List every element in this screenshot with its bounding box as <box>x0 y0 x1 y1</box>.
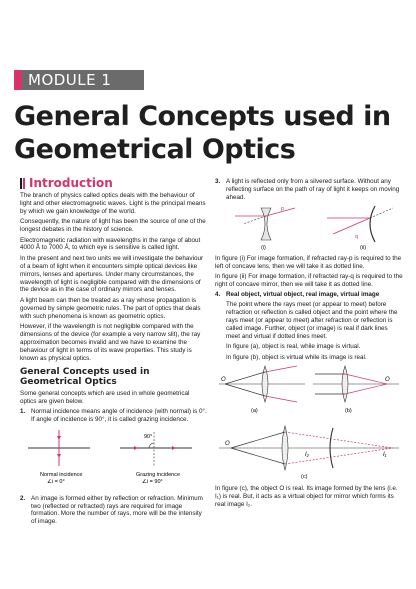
item-heading: Real object, virtual object, real image, virtual image <box>226 291 380 299</box>
intro-p2: Consequently, the nature of light has been the source of one of the longest debates in the history of science. <box>20 218 206 234</box>
item-number: 3. <box>215 178 221 185</box>
fig-b-label: (b) <box>345 408 352 414</box>
concepts-intro: Some general concepts which are used in whole geometrical optics are given below. <box>20 389 190 405</box>
concept-item-3 <box>215 178 403 202</box>
module-accent <box>14 70 22 90</box>
intro-p6: However, if the wavelength is not negligible compared with the dimensions of the device (for example a very narrow slit), the ray approximation becomes invalid and we have to examine the behaviour of light in terms of its wave properties. This study is known as physical optics. <box>20 323 201 362</box>
fig-c-i2: I₂ <box>305 452 309 458</box>
left-column <box>20 175 207 528</box>
item-number: 4. <box>215 291 221 299</box>
concave-mirror-diagram <box>327 206 393 251</box>
item-text: An image is formed either by reflection or refraction. Minimum two (reflected or refracted) rays are required for image formation. More the number of rays, more will be the intensity of image. <box>31 494 203 526</box>
normal-incidence-diagram <box>28 430 90 485</box>
grazing-incidence-diagram <box>120 432 192 485</box>
figure-c-text: In figure (c), the object O is real. Its image formed by the lens (i.e. I₁) is real. But, it acts as a virtual object for mirror which forms its real image I₂. <box>215 484 398 508</box>
grazing-label: Grazing incidence <box>136 471 181 478</box>
figure-i-text: In figure (i) For image formation, if refracted ray-p is required to the left of concave lens, then we will take it as dotted line. <box>215 254 402 270</box>
object-image-figure <box>215 364 403 482</box>
module-label: MODULE 1 <box>22 70 144 90</box>
fig-a-label: (a) <box>251 408 258 414</box>
intro-p3: Electromagnetic radiation with wavelengths in the range of about 4000 Å to 7000 Å, to which eye is sensitive is called light. <box>20 236 201 252</box>
fig-i-label: (i) <box>261 244 266 251</box>
concepts-heading: General Concepts used in Geometrical Optics <box>20 366 150 387</box>
grazing-angle: ∠i = 90° <box>142 478 163 485</box>
intro-heading <box>20 175 207 190</box>
concept-item-1 <box>20 408 207 424</box>
figure-a-diagram <box>219 366 305 414</box>
item-number: 1. <box>20 407 26 415</box>
right-column <box>215 178 403 511</box>
item4-p2: In figure (a), object is real, while image is virtual. <box>226 343 361 351</box>
fig-c-label: (c) <box>301 474 308 480</box>
normal-angle: ∠i = 0° <box>47 478 65 485</box>
page-title: General Concepts used in Geometrical Optics <box>14 101 391 165</box>
ray-p-label: p <box>281 205 285 212</box>
item-text: Normal incidence means angle of incidence (with normal) is 0°. If angle of incidence is 90°, it is called grazing incidence. <box>31 407 207 423</box>
intro-p1: The branch of physics called optics deals with the behaviour of light and other electromagnetic waves. Light is the principal means by which we gain knowledge of the world. <box>20 192 206 215</box>
concept-item-4 <box>215 291 403 299</box>
item-number: 2. <box>20 494 26 502</box>
intro-p4: In the present and next two units we will investigate the behaviour of a beam of light when it encounters simple optical devices like mirrors, lenses and apertures. Under many circumstances, the wavelength of light is negligible compared with the dimensions of the device as in the case of ordinary mirrors and lenses. <box>20 254 204 294</box>
fig-b-o: O <box>385 377 390 383</box>
fig-c-o: O <box>225 441 230 447</box>
incidence-figure <box>20 426 207 492</box>
item4-p3: In figure (b), object is virtual while its image is real. <box>226 353 367 361</box>
lens-mirror-figure <box>215 204 403 252</box>
figure-ii-text: In figure (ii) For image formation, if refracted ray-q is required to the right of concave mirror, then we will take it as dotted line. <box>215 272 403 288</box>
concave-lens-diagram <box>235 206 295 251</box>
angle-90-label: 90° <box>144 433 153 440</box>
heading-bars-icon <box>20 178 25 189</box>
fig-ii-label: (ii) <box>360 244 367 251</box>
fig-a-o: O <box>221 377 226 383</box>
module-banner <box>14 70 144 90</box>
intro-heading-text: Introduction <box>29 175 113 190</box>
fig-c-i1: I₁ <box>383 452 387 458</box>
figure-c-diagram <box>219 426 399 480</box>
normal-label: Normal incidence <box>40 471 83 478</box>
concept-item-2 <box>20 495 207 527</box>
ray-q-label: q <box>355 233 359 240</box>
intro-p5: A light beam can then be treated as a ray whose propagation is governed by simple geometric rules. The part of optics that deals with such phenomena is known as geometric optics. <box>20 296 201 320</box>
figure-b-diagram <box>313 366 399 414</box>
item4-p1: The point where the rays meet (or appear to meet) before refraction or reflection is called object and the point where the rays meet (or appear to meet) after refraction or reflection is called image. Further, object (or image) is real if dark lines meet and virtual if dotted lines meet. <box>226 301 398 340</box>
item-text: A light is reflected only from a silvered surface. Without any reflecting surface on the path of ray of light it keeps on moving ahead. <box>226 178 400 201</box>
